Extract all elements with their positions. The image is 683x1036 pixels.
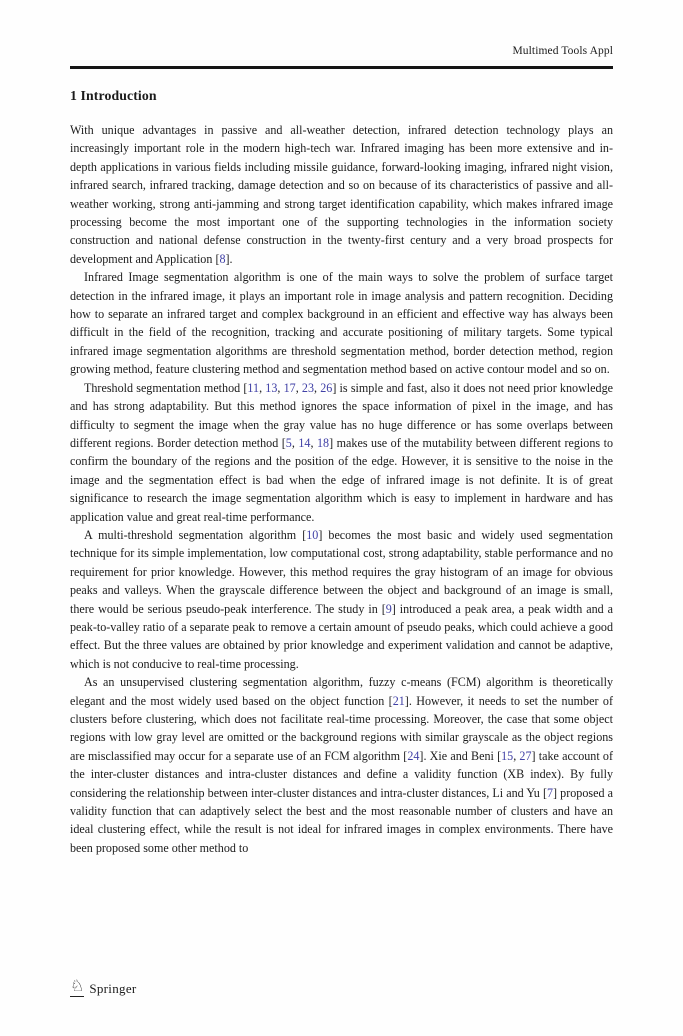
citation-link[interactable]: 10 [306,527,319,542]
citation-link[interactable]: 18 [317,435,330,450]
citation-link[interactable]: 9 [385,601,392,616]
citation-link[interactable]: 7 [546,785,554,800]
springer-knight-logo-icon: ♘ [70,978,85,995]
running-head [70,45,613,57]
citation-link[interactable]: 24 [407,748,420,763]
paragraph: As an unsupervised clustering segmentation algorithm, fuzzy c-means (FCM) algorithm is theoretically elegant and the most widely used based on the object function [21]. However, it needs to set the number of clusters before clustering, which does not facilitate real-time processing. Moreover, the case that some object regions with low gray level are omitted or the background regions with similar grayscale as the object regions are misclassified may occur for a separate use of an FCM algorithm [24]. Xie and Beni [15, 27] take account of the inter-cluster distances and intra-cluster distances and define a validity function (XB index). By fully considering the relationship between inter-cluster distances and intra-cluster distances, Li and Yu [7] proposed a validity function that can adaptively select the best and the most reasonable number of clusters and have an ideal clustering effect, while the result is not ideal for infrared images in complex environments. There have been proposed some other method to [70,675,613,855]
header-rule [70,66,613,69]
citation-link[interactable]: 26 [320,380,333,395]
citation-link[interactable]: 17 [283,380,296,395]
citation-link[interactable]: 21 [392,693,405,708]
section-heading: 1 Introduction [70,88,157,103]
page-footer [70,979,137,997]
citation-link[interactable]: 8 [219,251,226,266]
citation-link[interactable]: 5 [285,435,292,450]
publisher-name: Springer [89,981,137,996]
citation-link[interactable]: 23 [301,380,315,395]
journal-name: Multimed Tools Appl [512,45,613,57]
citation-link[interactable]: 13 [265,380,278,395]
paragraph: Infrared Image segmentation algorithm is one of the main ways to solve the problem of surface target detection in the infrared image, it plays an important role in image analysis and pattern recognition. Deciding how to separate an infrared target and complex background in an efficient and effective way has always been difficult in the field of the recognition, tracking and accurate positioning of military targets. Some typical infrared image segmentation algorithms are threshold segmentation method, border detection method, region growing method, feature clustering method and segmentation method based on active contour model and so on. [70,270,613,377]
citation-link[interactable]: 15 [501,748,514,763]
citation-link[interactable]: 14 [298,435,311,450]
citation-link[interactable]: 27 [519,748,532,763]
paragraph: Threshold segmentation method [11, 13, 17, 23, 26] is simple and fast, also it does not need prior knowledge and has strong adaptability. But this method ignores the space information of pixel in the image, and has difficulty to segment the image when the gray value has no huge difference or has some overlaps between different regions. Border detection method [5, 14, 18] makes use of the mutability between different regions to confirm the boundary of the regions and the position of the edge. However, it is sensitive to the noise in the image and the segmentation effect is bad when the edge of infrared image is not definite. It is of great significance to research the image segmentation algorithm which is easy to implement in hardware and has application value and great real-time performance. [70,380,613,524]
citation-link[interactable]: 11 [247,380,260,395]
paragraph: With unique advantages in passive and all-weather detection, infrared detection technology plays an increasingly important role in the modern high-tech war. Infrared imaging has been more extensive and in-depth applications in various fields including missile guidance, forward-looking imaging, infrared night vision, infrared search, infrared tracking, damage detection and so on because of its characteristics of passive and all-weather working, strong anti-jamming and strong target identification capability, which makes infrared image processing become the most important one of the supporting technologies in the information society construction and national defense construction in the twenty-first century and a very broad prospects for development and Application [8]. [70,123,613,266]
paragraph: A multi-threshold segmentation algorithm [10] becomes the most basic and widely used segmentation technique for its simple implementation, low computational cost, strong adaptability, stable performance and no requirement for prior knowledge. However, this method requires the gray histogram of an image for obvious peaks and valleys. When the grayscale difference between the object and background of an image is small, there would be serious pseudo-peak interference. The study in [9] introduced a peak area, a peak width and a peak-to-valley ratio of a separate peak to remove a certain amount of pseudo peaks, which could achieve a good effect. But the three values are obtained by prior knowledge and experiment validation and cannot be adaptive, which is not conducive to real-time processing. [70,527,613,671]
body-paragraphs [70,121,613,857]
